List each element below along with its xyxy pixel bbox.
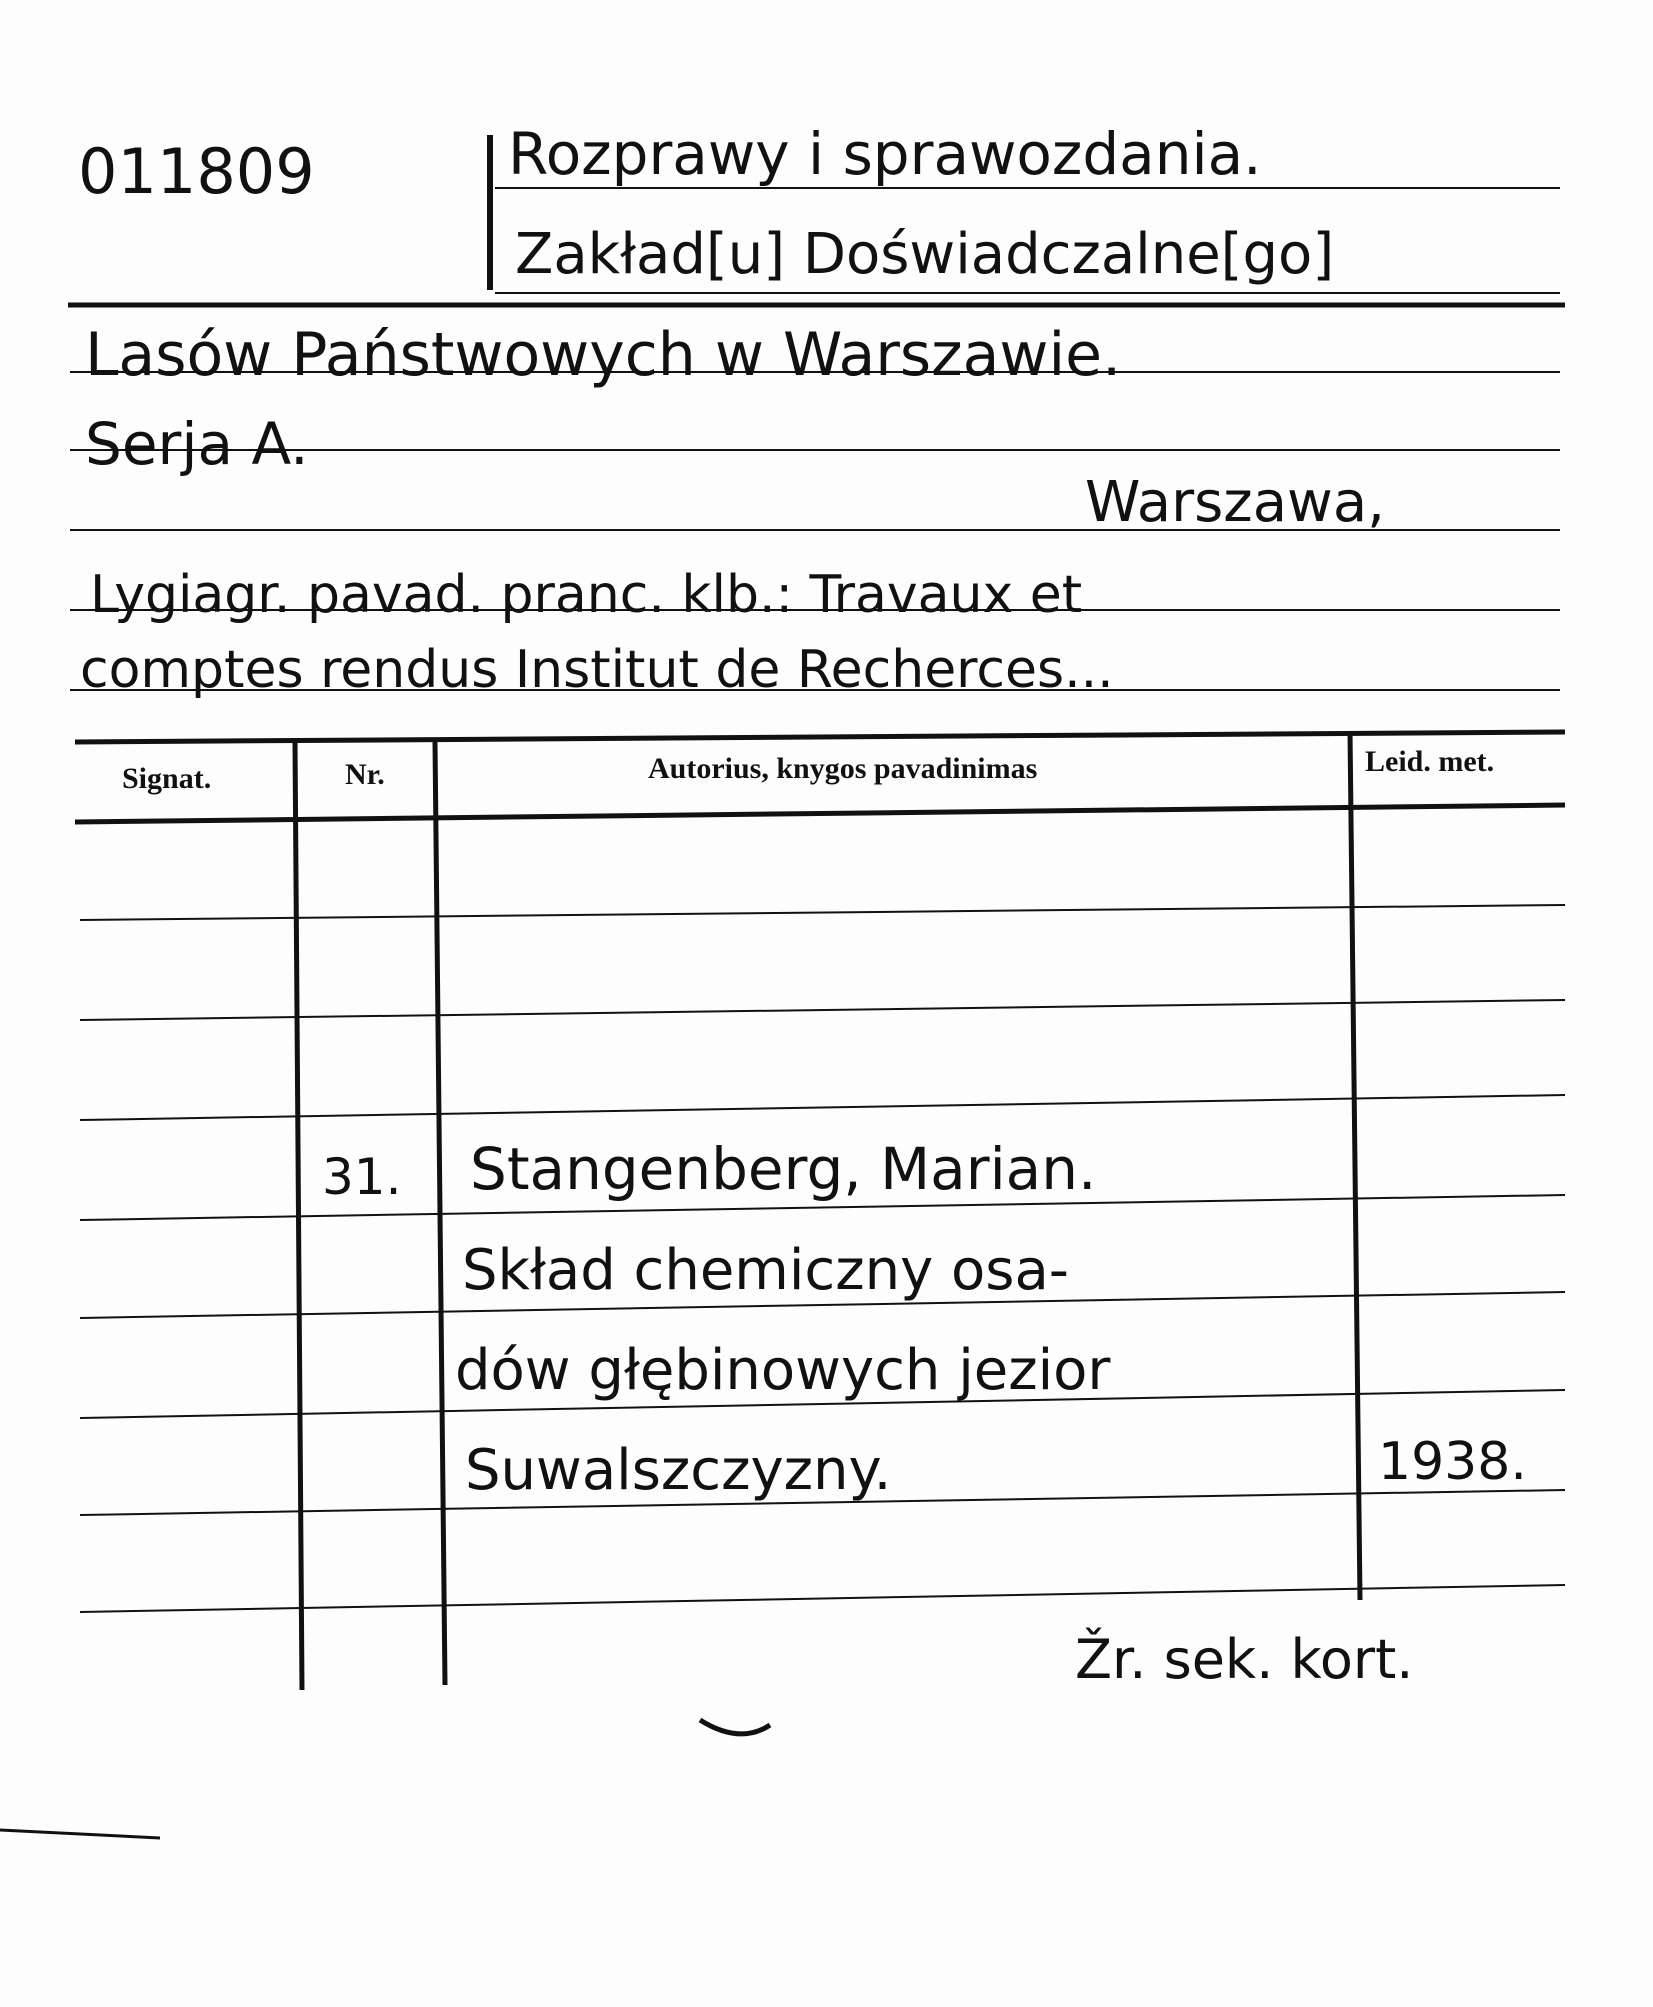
entry-author: Stangenberg, Marian. — [470, 1135, 1097, 1203]
title-line-1: Rozprawy i sprawozdania. — [508, 120, 1262, 188]
header-year: Leid. met. — [1365, 745, 1495, 778]
parallel-title-note-1: Lygiagr. pavad. pranc. klb.: Travaux et — [90, 565, 1083, 625]
title-line-4: Serja A. — [85, 410, 309, 478]
header-author-title: Autorius, knygos pavadinimas — [648, 752, 1038, 785]
header-signat: Signat. — [122, 762, 212, 795]
entry-title-line-1: Skład chemiczny osa- — [462, 1238, 1069, 1303]
entry-title-line-3: Suwalszczyzny. — [465, 1438, 892, 1503]
entry-year: 1938. — [1378, 1432, 1527, 1492]
title-line-3: Lasów Państwowych w Warszawie. — [85, 320, 1122, 390]
place-of-publication: Warszawa, — [1085, 470, 1385, 535]
see-card-reference: Žr. sek. kort. — [1075, 1628, 1414, 1691]
parallel-title-note-2: comptes rendus Institut de Recherces... — [80, 640, 1114, 700]
title-line-2: Zakład[u] Doświadczalne[go] — [515, 222, 1335, 287]
entry-nr: 31. — [322, 1148, 402, 1206]
entry-title-line-2: dów głębinowych jezior — [455, 1338, 1111, 1403]
header-nr: Nr. — [345, 758, 385, 791]
card-number: 011809 — [78, 135, 315, 208]
